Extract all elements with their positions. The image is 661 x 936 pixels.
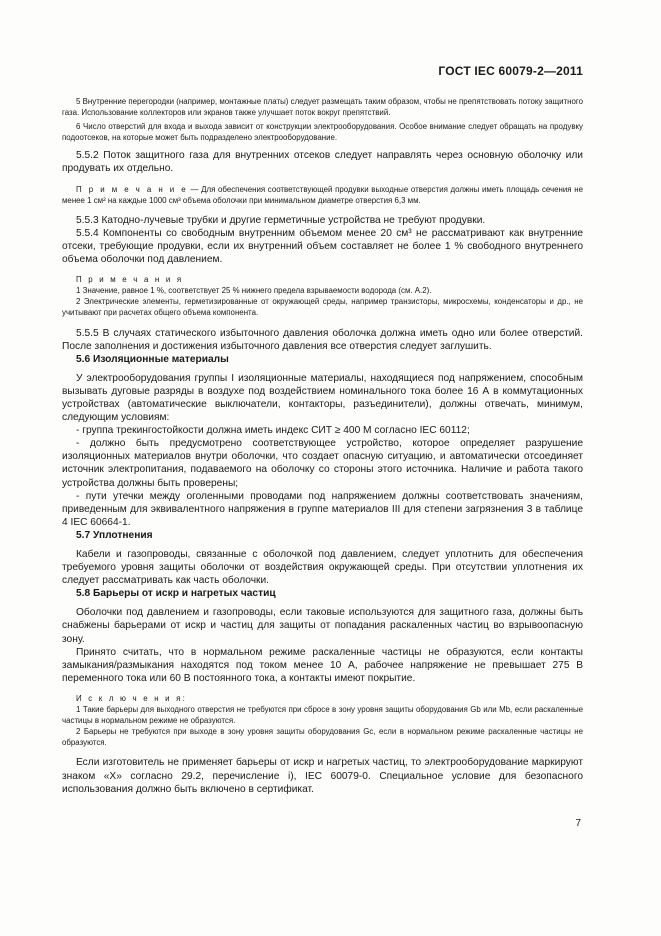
note-mid-2: 2 Электрические элементы, герметизированные от окружающей среды, например транзисторы, микросхемы, конденсаторы и др., не учитывают при расчетах общего объема компонента.	[62, 297, 583, 318]
list-item-3: - пути утечки между оголенными проводами под напряжением должны соответствовать значениям, приведенным для эквивалентного напряжения в группе материалов III для степени загрязнения 3 в таблице 4 IEC 60664-1.	[62, 490, 583, 528]
note-mid-1: 1 Значение, равное 1 %, соответствует 25 % нижнего предела взрываемости водорода (см. А.2).	[76, 286, 432, 296]
page-content	[62, 96, 583, 796]
note-text: — Для обеспечения соответствующей продувки выходные отверстия должны иметь площадь сечения не менее 1 см² на каждые 1000 см³ объема оболочки при минимальном диаметре отверстия 6,3 мм.	[62, 184, 583, 205]
note-single	[62, 184, 583, 206]
list-item-1: - группа трекингостойкости должна иметь индекс СИТ ≥ 400 М согласно IEC 60112;	[76, 425, 470, 437]
note-6: 6 Число отверстий для входа и выхода зависит от конструкции электрооборудования. Особое внимание следует обращать на продувку подоотсеков, на которые может быть подразделено электрооборудование.	[62, 122, 583, 143]
clause-5-8-text-a: Оболочки под давлением и газопроводы, если таковые используются для защитного газа, должны быть снабжены барьерами от искр и частиц для защиты от попадания раскаленных частиц во взрывоопасную зону.	[62, 607, 583, 645]
note-label: П р и м е ч а н и е	[76, 184, 188, 194]
heading-5-6: 5.6 Изоляционные материалы	[76, 353, 229, 365]
notes-label-text: П р и м е ч а н и я	[76, 275, 184, 285]
clause-5-5-2: 5.5.2 Поток защитного газа для внутренних отсеков следует направлять через основную оболочку или продувать их отдельно.	[62, 150, 583, 175]
exception-2: 2 Барьеры не требуются при выходе в зону уровня защиты оборудования Gc, если в нормальном режиме раскаленные частицы не образуются.	[62, 727, 583, 748]
clause-5-5-3: 5.5.3 Катодно-лучевые трубки и другие герметичные устройства не требуют продувки.	[76, 214, 486, 226]
clause-5-5-4: 5.5.4 Компоненты со свободным внутренним объемом менее 20 см³ не рассматривают как внутренние отсеки, требующие продувки, если их внутренний объем составляет не более 1 % свободного внутреннего объема оболочки под давлением.	[62, 227, 583, 266]
clause-5-8-text-b: Принято считать, что в нормальном режиме раскаленные частицы не образуются, если контакты замыкания/размыкания находятся под током менее 10 А, рабочее напряжение не превышает 275 В переменного тока или 60 В постоянного тока, а контакты имеют покрытие.	[62, 646, 583, 684]
heading-5-8: 5.8 Барьеры от искр и нагретых частиц	[76, 588, 276, 600]
note-5: 5 Внутренние перегородки (например, монтажные платы) следует размещать таким образом, чтобы не препятствовать потоку защитного газа. Использование коллекторов или экранов также улучшает поток вокруг препятствий.	[62, 97, 583, 118]
exceptions-label	[62, 693, 583, 704]
heading-5-7: 5.7 Уплотнения	[76, 529, 153, 541]
standard-header: ГОСТ IEC 60079-2—2011	[438, 64, 583, 78]
clause-5-5-5: 5.5.5 В случаях статического избыточного давления оболочка должна иметь одно или более отверстий. После заполнения и достижения избыточного давления все отверстия следует заглушить.	[62, 327, 583, 352]
clause-5-6-text: У электрооборудования группы I изоляционные материалы, находящиеся под напряжением, способным вызывать дуговые разряды в воздухе под воздействием номинального тока более 16 А в коммутационных устройствах (автоматические выключатели, контакторы, разъединители), должны отвечать, минимум, следующим условиям:	[62, 372, 583, 424]
clause-5-7-text: Кабели и газопроводы, связанные с оболочкой под давлением, следует уплотнить для обеспечения требуемого уровня защиты оболочки от воздействия окружающей среды. При отсутствии уплотнения их следует рассматривать как часть оболочки.	[62, 549, 583, 587]
page-number: 7	[575, 818, 581, 829]
exceptions-label-text: И с к л ю ч е н и я:	[76, 693, 188, 703]
notes-label	[62, 274, 583, 285]
exception-1: 1 Такие барьеры для выходного отверстия не требуются при сбросе в зону уровня защиты оборудования Gb или Mb, если раскаленные частицы в нормальном режиме не образуются.	[62, 705, 583, 726]
list-item-2: - должно быть предусмотрено соответствующее устройство, которое определяет разрушение изоляционных материалов внутри оболочки, что создает опасную ситуацию, и автоматически отсоединяет источник электропитания, подаваемого на оболочку со стороны этого источника. Наличие и работа такого устройства должны быть проверены;	[62, 438, 583, 489]
final-paragraph: Если изготовитель не применяет барьеры от искр и нагретых частиц, то электрооборудование маркируют знаком «Х» согласно 29.2, перечисление i), IEC 60079-0. Специальное условие для безопасного использования должно быть включено в сертификат.	[62, 757, 583, 795]
